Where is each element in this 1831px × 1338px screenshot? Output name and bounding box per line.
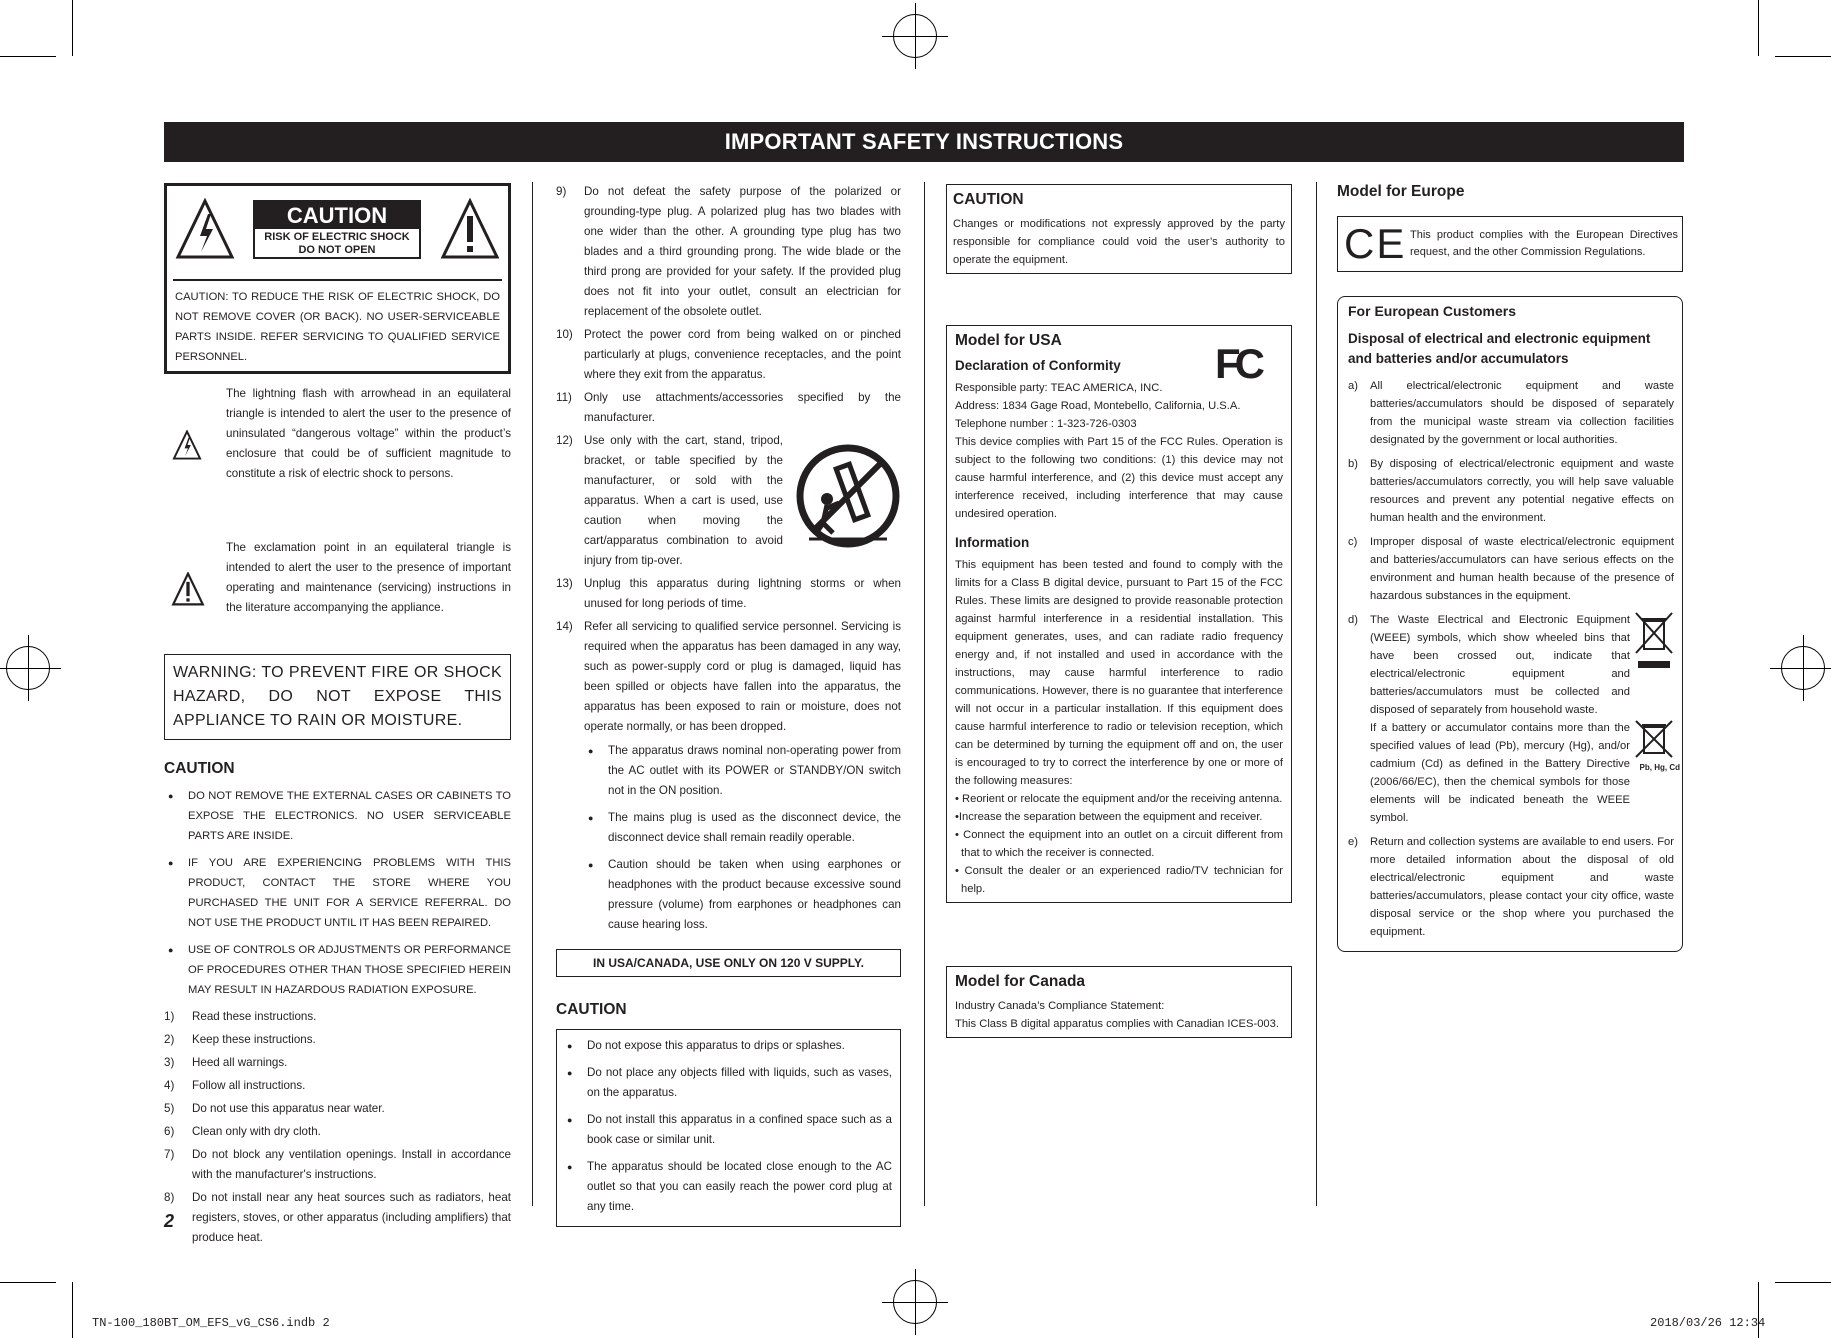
caution-heading: CAUTION: [953, 191, 1024, 208]
address: Address: 1834 Gage Road, Montebello, California, U.S.A.: [955, 400, 1241, 412]
caution-bullets: [164, 786, 511, 1000]
list-item: 10) Protect the power cord from being walked on or pinched particularly at plugs, convenience receptacles, and the point where they exit from the apparatus.: [556, 328, 901, 381]
responsible-party: Responsible party: TEAC AMERICA, INC.: [955, 382, 1163, 394]
list-item: 2) Keep these instructions.: [164, 1033, 316, 1046]
exclamation-triangle-icon: [170, 572, 206, 606]
footer-filename: TN-100_180BT_OM_EFS_vG_CS6.indb 2: [92, 1316, 330, 1330]
canada-line: Industry Canada’s Compliance Statement:: [955, 1000, 1165, 1012]
list-item: c) Improper disposal of waste electrical/electronic equipment and batteries/accumulators can have serious effects on the environment and human health because of the presence of hazardous substances in the equipment.: [1348, 536, 1674, 602]
page-number: 2: [164, 1211, 175, 1231]
column-divider: [924, 182, 925, 1206]
list-item: a) All electrical/electronic equipment and waste batteries/accumulators should be disposed of separately from the municipal waste stream via collection facilities designated by the government or local authorities.: [1348, 380, 1674, 446]
canada-line: This Class B digital apparatus complies with Canadian ICES-003.: [955, 1018, 1279, 1030]
disposal-heading: Disposal of electrical and electronic equipment and batteries and/or accumulators: [1348, 331, 1651, 366]
europe-heading: Model for Europe: [1337, 183, 1465, 200]
list-item: 8) Do not install near any heat sources such as radiators, heat registers, stoves, or other apparatus (including amplifiers) that produce heat.: [164, 1191, 511, 1244]
supply-notice-box: [556, 949, 901, 977]
cart-tip-over-icon: [795, 443, 901, 549]
list-item: 3) Heed all warnings.: [164, 1056, 288, 1069]
measure-item: • Consult the dealer or an experienced radio/TV technician for help.: [955, 865, 1283, 895]
list-item: ● DO NOT REMOVE THE EXTERNAL CASES OR CABINETS TO EXPOSE THE ELECTRONICS. NO USER SERVICEABLE PARTS ARE INSIDE.: [164, 786, 511, 846]
list-item: ● The apparatus draws nominal non-operating power from the AC outlet with its POWER or STANDBY/ON switch not in the ON position.: [584, 741, 901, 801]
caution-label-line: RISK OF ELECTRIC SHOCK: [264, 231, 410, 243]
list-item: ● Caution should be taken when using earphones or headphones with the product because excessive sound pressure (volume) from earphones or headphones can cause hearing loss.: [584, 855, 901, 935]
page-banner-title: IMPORTANT SAFETY INSTRUCTIONS: [164, 122, 1684, 162]
instructions-list-continued: [556, 182, 901, 737]
fcc-logo: FC: [1215, 340, 1259, 387]
exclamation-explanation-text: The exclamation point in an equilateral triangle is intended to alert the user to the presence of important operating and maintenance (servicing) instructions in the literature accompanying the appliance.: [226, 541, 511, 614]
column-divider: [532, 182, 533, 1206]
lightning-explanation-text: The lightning flash with arrowhead in an equilateral triangle is intended to alert the user to the presence of uninsulated “dangerous voltage” within the product’s enclosure that could be of sufficient magnitude to constitute a risk of electric shock to persons.: [226, 387, 511, 480]
list-item: 6) Clean only with dry cloth.: [164, 1125, 321, 1138]
column-2: [556, 182, 901, 1227]
information-heading: Information: [955, 535, 1030, 550]
instructions-list: [164, 1007, 511, 1248]
exclamation-explanation: [164, 538, 511, 648]
telephone: Telephone number : 1-323-726-0303: [955, 418, 1137, 430]
list-item: ● IF YOU ARE EXPERIENCING PROBLEMS WITH THIS PRODUCT, CONTACT THE STORE WHERE YOU PURCHASED THE UNIT FOR A SERVICE REFERRAL. DO NOT USE THE PRODUCT UNTIL IT HAS BEEN REPAIRED.: [164, 853, 511, 933]
usa-heading: Model for USA: [955, 332, 1062, 349]
list-item: 1) Read these instructions.: [164, 1010, 317, 1023]
list-item: ● The apparatus should be located close enough to the AC outlet so that you can easily reach the power cord plug at any time.: [563, 1157, 892, 1217]
caution-label-title: CAUTION: [255, 202, 419, 229]
doc-heading: Declaration of Conformity: [955, 358, 1121, 373]
warning-box: [164, 654, 511, 740]
caution-box: [556, 1029, 901, 1227]
list-item: 5) Do not use this apparatus near water.: [164, 1102, 385, 1115]
information-text: This equipment has been tested and found to comply with the limits for a Class B digital device, pursuant to Part 15 of the FCC Rules. These limits are designed to provide reasonable protection against harmful interference in a residential installation. This equipment generates, uses, and can radiate radio frequency energy and, if not installed and used in accordance with the instructions, may cause harmful interference to radio communications. However, there is no guarantee that interference will not occur in a particular installation. If this equipment does cause harmful interference to radio or television reception, which can be determined by turning the equipment off and on, the user is encouraged to try to correct the interference by one or more of the following measures:: [955, 559, 1283, 787]
list-item: 9) Do not defeat the safety purpose of the polarized or grounding-type plug. A polarized plug has two blades with one wider than the other. A grounding type plug has two blades and a third grounding prong. The wide blade or the third prong are provided for your safety. If the provided plug does not fit into your outlet, consult an electrician for replacement of the obsolete outlet.: [556, 185, 901, 318]
ce-text: This product complies with the European Directives request, and the other Commission Regulations.: [1410, 229, 1678, 258]
european-customers-box: [1337, 296, 1683, 952]
caution-text: Changes or modifications not expressly approved by the party responsible for compliance could void the user’s authority to operate the equipment.: [953, 218, 1285, 266]
exclamation-triangle-icon: [440, 198, 500, 260]
power-notes: [584, 741, 901, 935]
list-item: 7) Do not block any ventilation openings. Install in accordance with the manufacturer's instructions.: [164, 1148, 511, 1181]
usa-model-box: [946, 325, 1292, 903]
list-item: 11) Only use attachments/accessories specified by the manufacturer.: [556, 391, 901, 424]
warning-text: WARNING: TO PREVENT FIRE OR SHOCK HAZARD, DO NOT EXPOSE THIS APPLIANCE TO RAIN OR MOISTURE.: [173, 664, 502, 729]
measure-item: • Reorient or relocate the equipment and/or the receiving antenna.: [955, 793, 1283, 805]
list-item: 13) Unplug this apparatus during lightning storms or when unused for long periods of time.: [556, 577, 901, 610]
list-item: e) Return and collection systems are available to end users. For more detailed information about the disposal of old electrical/electronic equipment and waste batteries/accumulators, please contact your city office, waste disposal service or the shop where you purchased the equipment.: [1348, 836, 1674, 938]
lightning-triangle-icon: [172, 430, 202, 460]
customers-heading: For European Customers: [1348, 303, 1517, 319]
list-item: ● USE OF CONTROLS OR ADJUSTMENTS OR PERFORMANCE OF PROCEDURES OTHER THAN THOSE SPECIFIED HEREIN MAY RESULT IN HAZARDOUS RADIATION EXPOSURE.: [164, 940, 511, 1000]
ce-box: [1337, 216, 1683, 272]
measure-item: • Connect the equipment into an outlet on a circuit different from that to which the receiver is connected.: [955, 829, 1283, 859]
list-item: If a battery or accumulator contains more than the specified values of lead (Pb), mercury (Hg), and/or cadmium (Cd) as defined in the Battery Directive (2006/66/EC), then the chemical symbols for those elements will be indicated beneath the WEEE symbol. Pb, Hg, Cd: [1348, 719, 1674, 827]
disposal-list: [1348, 377, 1680, 941]
lightning-triangle-icon: [175, 198, 235, 260]
fcc-compliance-text: This device complies with Part 15 of the FCC Rules. Operation is subject to the following two conditions: (1) this device may not cause harmful interference, and (2) this device must accept any interference received, including interference that may cause undesired operation.: [955, 436, 1283, 520]
list-item: b) By disposing of electrical/electronic equipment and waste batteries/accumulators correctly, you will help save valuable resources and prevent any potential negative effects on human health and the environment.: [1348, 458, 1674, 524]
weee-chemical-label: Pb, Hg, Cd: [1639, 763, 1680, 772]
supply-notice: IN USA/CANADA, USE ONLY ON 120 V SUPPLY.: [593, 956, 864, 970]
list-item: 14) Refer all servicing to qualified service personnel. Servicing is required when the apparatus has been damaged in any way, such as power-supply cord or plug is damaged, liquid has been spilled or objects have fallen into the apparatus, the apparatus has been exposed to rain or moisture, does not operate normally, or has been dropped.: [556, 620, 901, 733]
caution-heading: CAUTION: [164, 760, 235, 777]
footer-timestamp: 2018/03/26 12:34: [1650, 1316, 1766, 1330]
measure-item: •Increase the separation between the equipment and receiver.: [955, 811, 1263, 823]
list-item: ● The mains plug is used as the disconnect device, the disconnect device shall remain readily operable.: [584, 808, 901, 848]
caution-label-line: DO NOT OPEN: [298, 244, 376, 256]
list-item: 12) Use only with the cart, stand, tripod, bracket, or table specified by the manufacturer, or sold with the apparatus. When a cart is used, use caution when moving the cart/apparatus combination to avoid injury from tip-over.: [556, 431, 901, 571]
weee-bin-icon: [1634, 611, 1674, 671]
list-item: ● Do not install this apparatus in a confined space such as a book case or similar unit.: [563, 1110, 892, 1150]
caution-heading: CAUTION: [556, 1001, 627, 1018]
caution-label-text: CAUTION: TO REDUCE THE RISK OF ELECTRIC SHOCK, DO NOT REMOVE COVER (OR BACK). NO USER-SERVICEABLE PARTS INSIDE. REFER SERVICING TO QUALIFIED SERVICE PERSONNEL.: [175, 291, 500, 363]
canada-heading: Model for Canada: [955, 973, 1086, 990]
list-item: ● Do not place any objects filled with liquids, such as vases, on the apparatus.: [563, 1063, 892, 1103]
ce-mark: CE: [1344, 220, 1407, 267]
caution-label-box: [164, 183, 511, 374]
column-divider: [1316, 182, 1317, 1206]
weee-battery-icon: [1634, 719, 1674, 763]
list-item: ● Do not expose this apparatus to drips or splashes.: [563, 1036, 892, 1056]
lightning-explanation: [164, 384, 511, 532]
list-item: d) The Waste Electrical and Electronic Equipment (WEEE) symbols, which show wheeled bins that have been crossed out, indicate that electrical/electronic equipment and batteries/accumulators must be collected and disposed of separately from household waste.: [1348, 611, 1674, 719]
column-1: [164, 183, 511, 1251]
list-item: 4) Follow all instructions.: [164, 1079, 306, 1092]
caution-box: [946, 184, 1292, 274]
canada-model-box: [946, 966, 1292, 1038]
